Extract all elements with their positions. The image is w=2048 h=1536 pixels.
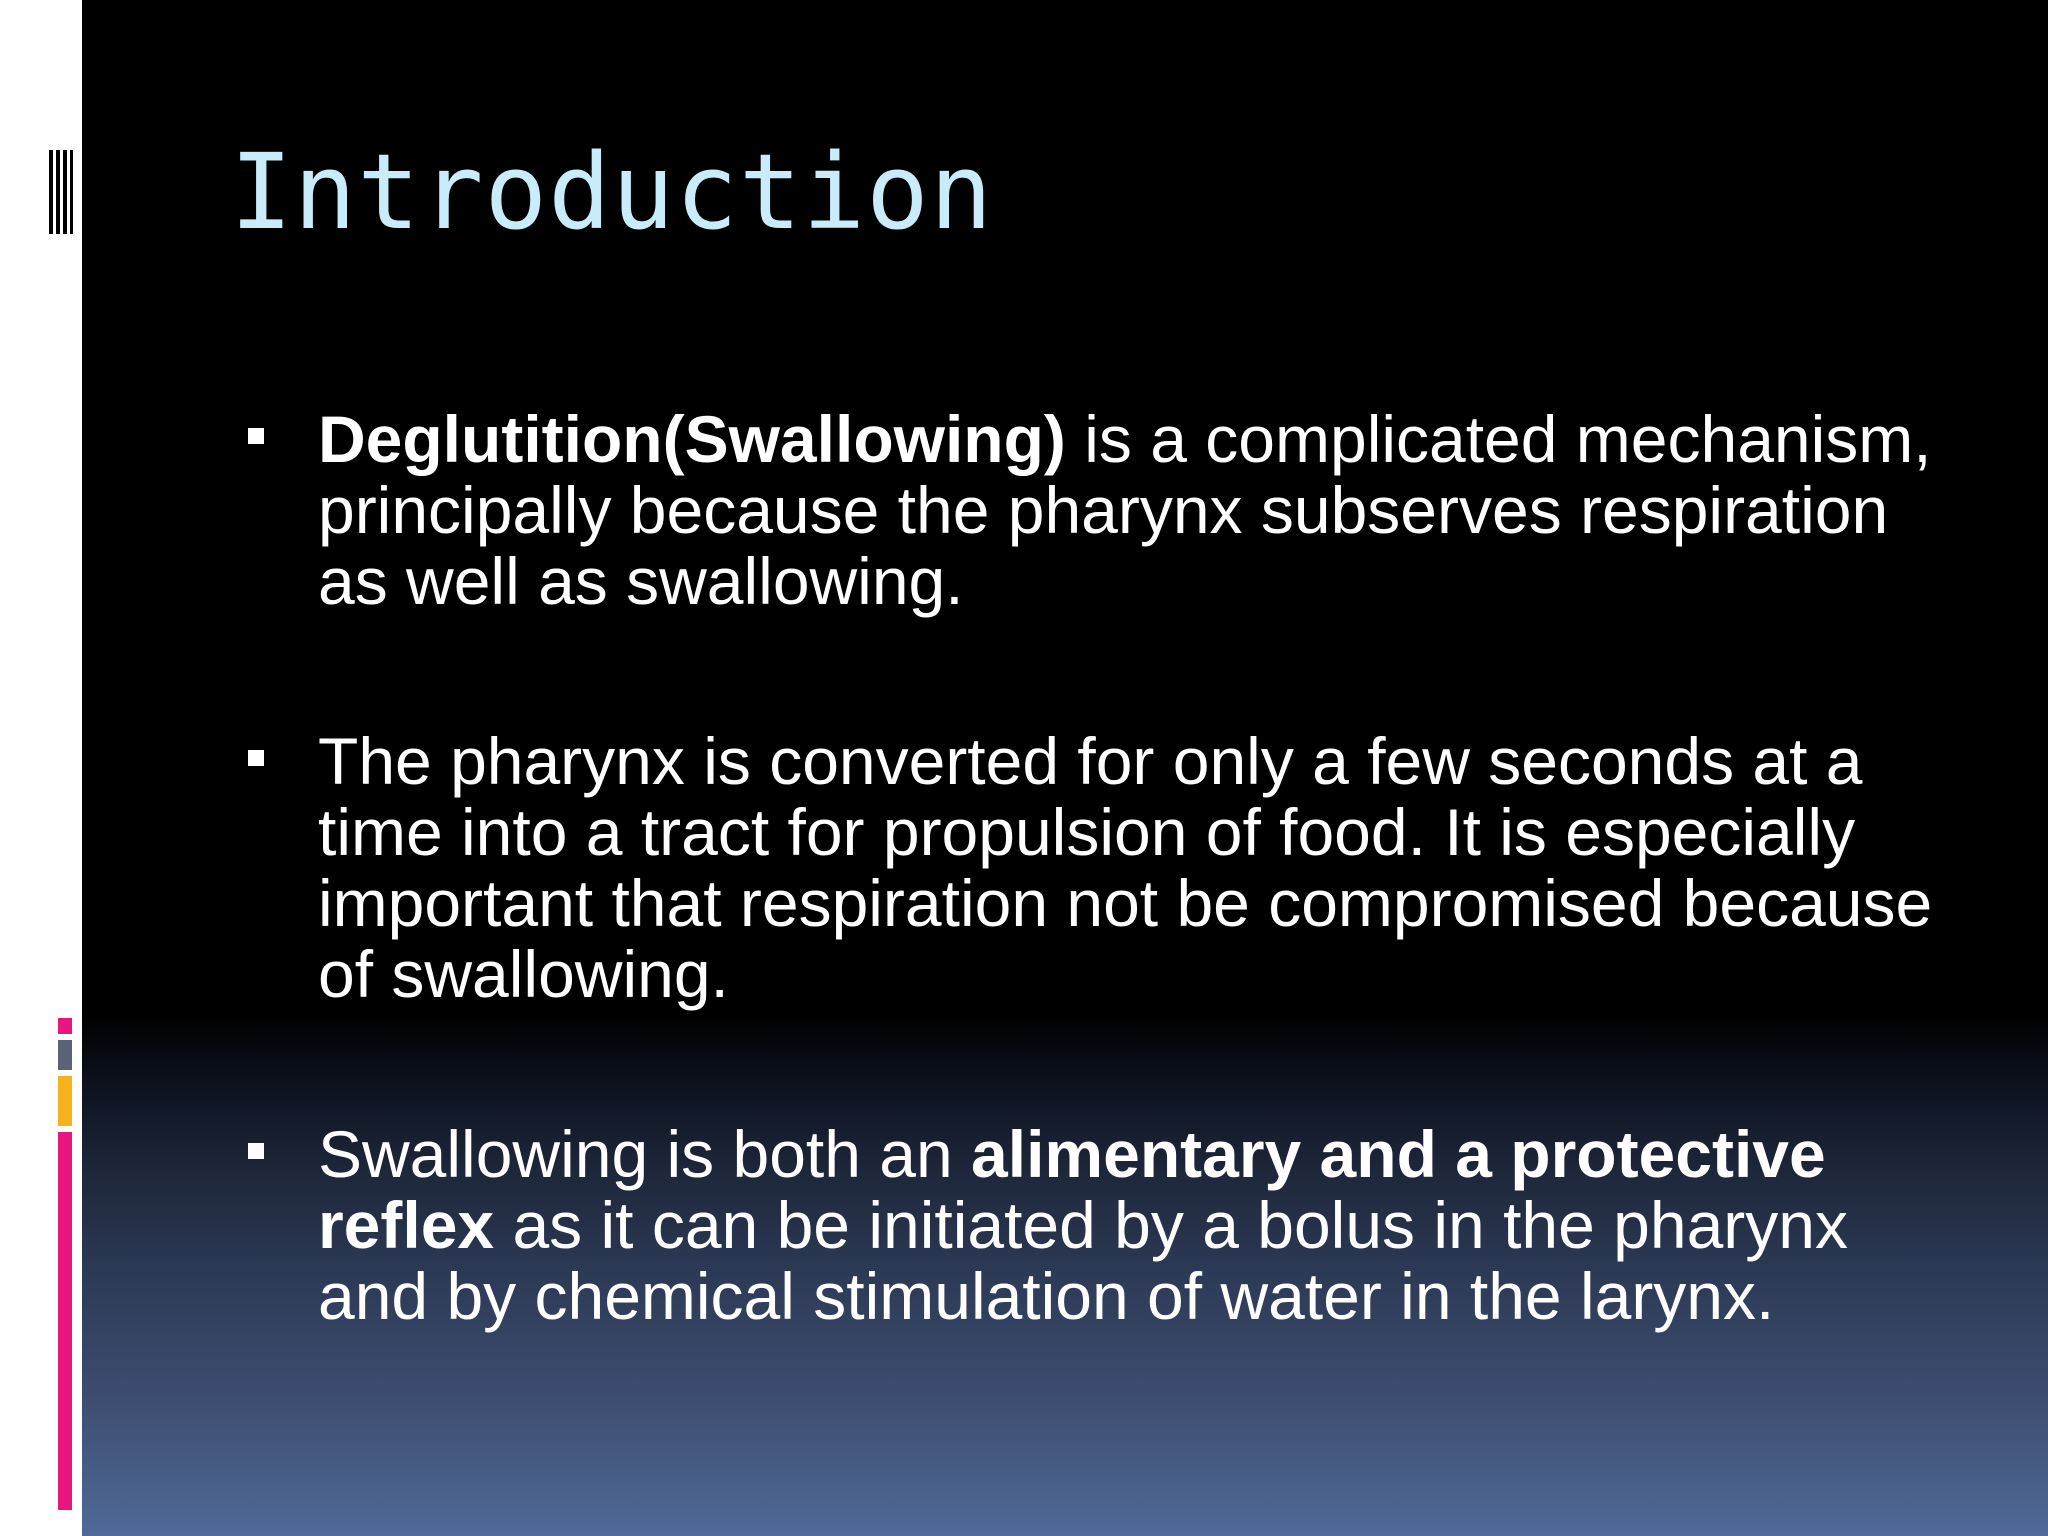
- decorative-stripe-2: [56, 150, 60, 234]
- bold-term: Deglutition(Swallowing): [318, 402, 1066, 476]
- bullet-text-rest: as it can be initiated by a bolus in the pharynx and by chemical stimulation of water in the larynx.: [318, 1188, 1848, 1333]
- square-bullet-icon: [248, 428, 264, 444]
- accent-bar-pink-small: [58, 1018, 72, 1034]
- bullet-text: The pharynx is converted for only a few seconds at a time into a tract for propulsion of food. It is especially important that respiration not be compromised because of swallowing.: [318, 724, 1933, 1011]
- bullet-text-rest: is a complicated mechanism, principally because the pharynx subserves respiration as well as swallowing.: [318, 402, 1932, 618]
- bullet-list: [246, 404, 1966, 1332]
- square-bullet-icon: [248, 750, 264, 766]
- bullet-text: [318, 402, 1932, 618]
- bullet-text-start: Swallowing is both an: [318, 1117, 972, 1191]
- square-bullet-icon: [248, 1143, 264, 1159]
- accent-bar-orange: [58, 1076, 72, 1126]
- slide-title: Introduction: [230, 131, 994, 253]
- bullet-item-pharynx: [246, 726, 1966, 1010]
- bullet-item-reflex: [246, 1119, 1966, 1332]
- decorative-stripe-1: [49, 150, 53, 234]
- bold-term: alimentary and a protective reflex: [318, 1117, 1826, 1262]
- bullet-item-deglutition: [246, 404, 1966, 617]
- accent-bar-pink-large: [58, 1132, 72, 1510]
- accent-bar-slate: [58, 1040, 72, 1070]
- decorative-stripe-4: [70, 150, 73, 234]
- decorative-stripe-3: [63, 150, 67, 234]
- bullet-text: [318, 1117, 1848, 1333]
